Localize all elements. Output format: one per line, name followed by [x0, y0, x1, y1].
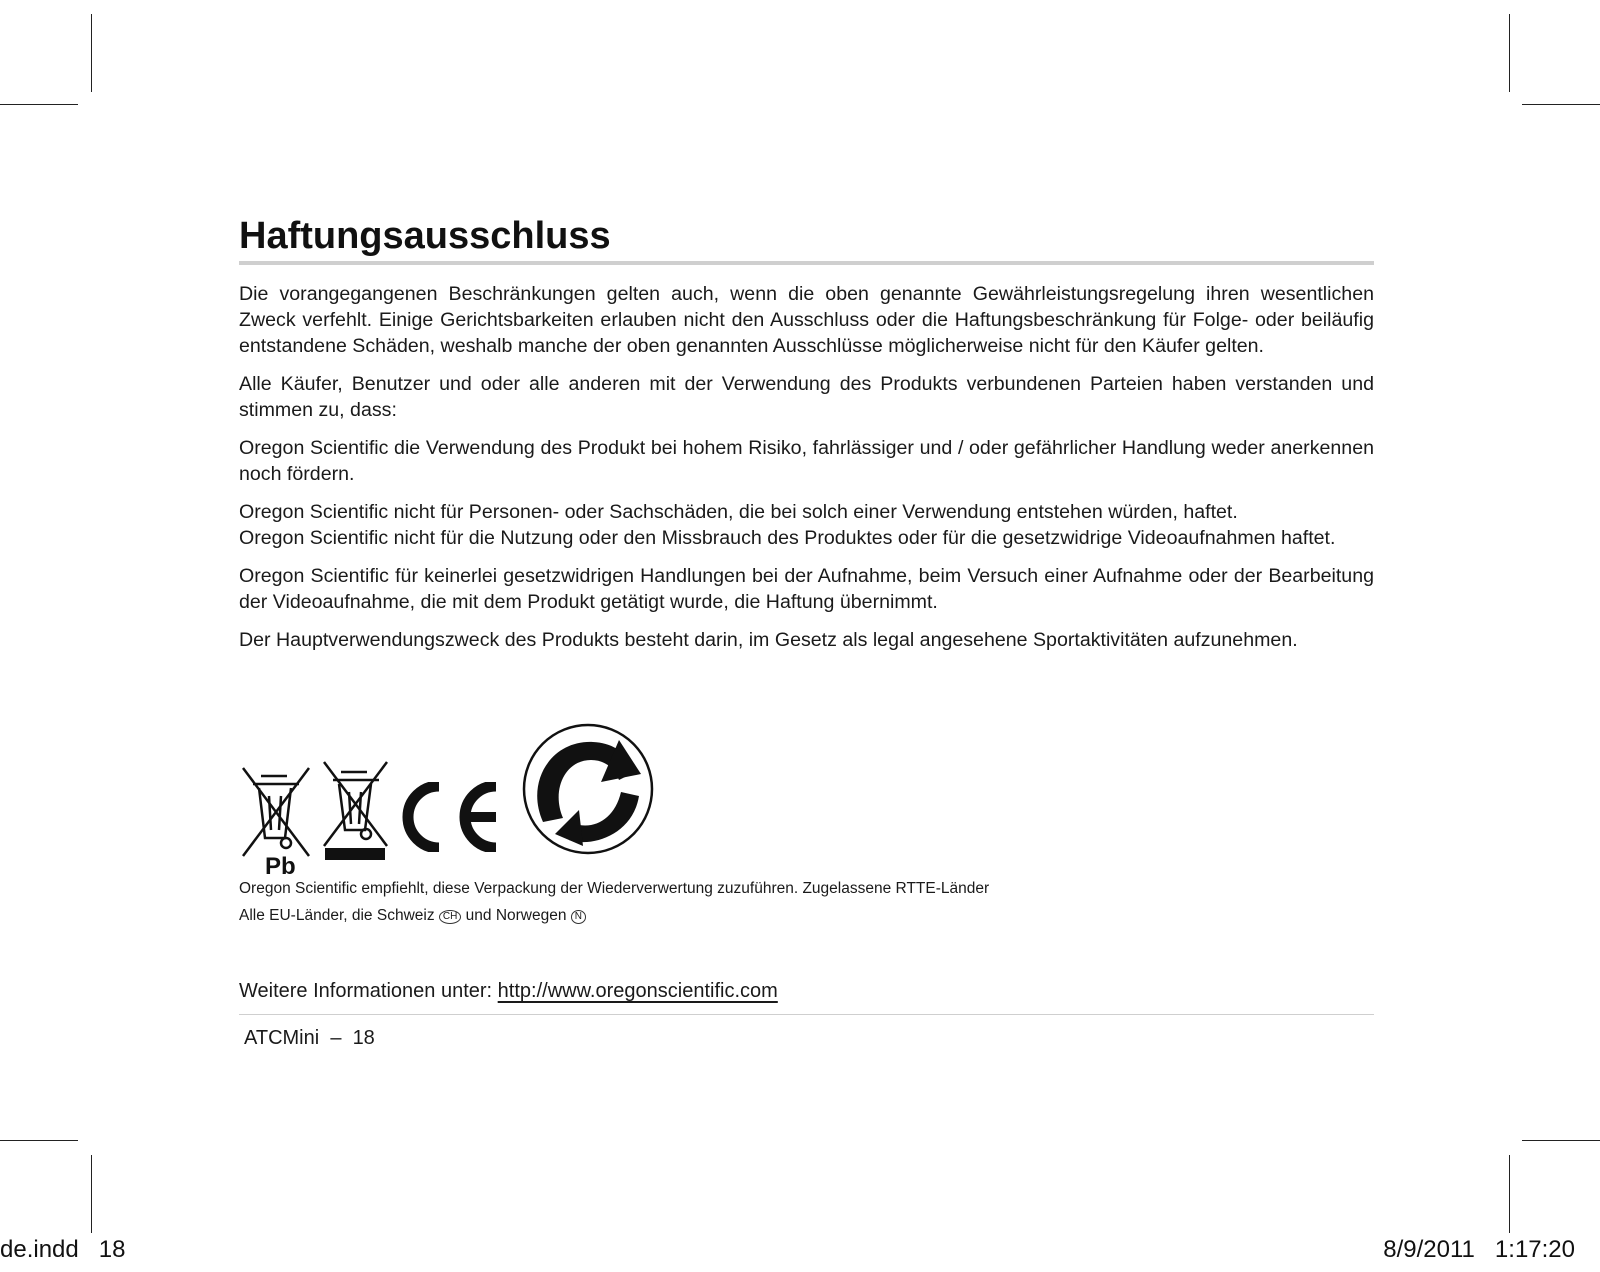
paragraph-no-liability-illegal: Oregon Scientific für keinerlei gesetzwidrigen Handlungen bei der Aufnahme, beim Versuch einer Aufnahme oder der Bearbeitung der Videoaufnahme, die mit dem Produkt getätigt wurde, die Haftung übernimmt.: [239, 564, 1374, 613]
weee-bin-bar-icon: [321, 748, 393, 860]
green-dot-recycling-icon: [521, 722, 655, 856]
page-number: 18: [352, 1027, 375, 1049]
slug-time: 1:17:20: [1494, 1236, 1575, 1263]
print-slug-file: [0, 1236, 125, 1264]
approved-countries: [239, 907, 586, 925]
page-title: Haftungsausschluss: [239, 216, 1374, 265]
more-info-label: Weitere Informationen unter:: [239, 980, 493, 1002]
footer-rule: [239, 1014, 1374, 1015]
disclaimer-section: [239, 216, 1374, 653]
slug-date: 8/9/2011: [1383, 1236, 1475, 1263]
print-slug-timestamp: [1383, 1236, 1575, 1264]
paragraph-limitations: Die vorangegangenen Beschränkungen gelten auch, wenn die oben genannte Gewährleistungsregelung ihren wesentlichen Zweck verfehlt. Einige Gerichtsbarkeiten erlauben nicht den Ausschluss oder die Haftungsbeschränkung für Folge- oder beiläufig entstandene Schäden, weshalb manche der oben genannten Ausschlüsse möglicherweise nicht für den Käufer gelten.: [239, 282, 1374, 357]
ce-mark-icon: [401, 782, 505, 852]
countries-middle: und Norwegen: [465, 907, 567, 924]
pb-label: Pb: [265, 853, 296, 876]
paragraph-agreement: Alle Käufer, Benutzer und oder alle anderen mit der Verwendung des Produkts verbundenen Parteien haben verstanden und stimmen zu, dass:: [239, 372, 1374, 421]
weee-bin-pb-icon: [239, 764, 315, 876]
paragraph-no-liability-misuse: Oregon Scientific nicht für die Nutzung oder den Missbrauch des Produktes oder für die gesetzwidrige Videoaufnahmen haftet.: [239, 526, 1336, 549]
crop-mark-bottom-left-vertical: [91, 1155, 92, 1233]
footer-separator: –: [330, 1027, 342, 1049]
paragraph-intended-use: Der Hauptverwendungszweck des Produkts besteht darin, im Gesetz als legal angesehene Sportaktivitäten aufzunehmen.: [239, 628, 1298, 651]
countries-prefix: Alle EU-Länder, die Schweiz: [239, 907, 435, 924]
crop-mark-top-right-vertical: [1509, 14, 1510, 92]
crop-mark-bottom-right-vertical: [1509, 1155, 1510, 1233]
model-name: ATCMini: [244, 1027, 320, 1049]
switzerland-badge: CH: [439, 910, 461, 924]
paragraph-no-liability-damage: Oregon Scientific nicht für Personen- oder Sachschäden, die bei solch einer Verwendung entstehen würden, haftet.: [239, 500, 1238, 523]
page-footer: [244, 1027, 375, 1050]
crop-mark-top-left-vertical: [91, 14, 92, 92]
crop-mark-bottom-right-horizontal: [1522, 1140, 1600, 1141]
recycling-note: Oregon Scientific empfiehlt, diese Verpackung der Wiederverwertung zuzuführen. Zugelassene RTTE-Länder: [239, 880, 990, 897]
more-info-line: [239, 980, 778, 1003]
slug-filename: de.indd: [0, 1236, 79, 1263]
compliance-symbols: [239, 732, 659, 876]
paragraph-no-endorsement: Oregon Scientific die Verwendung des Produkt bei hohem Risiko, fahrlässiger und / oder gefährlicher Handlung weder anerkennen noch fördern.: [239, 436, 1374, 485]
website-link[interactable]: http://www.oregonscientific.com: [497, 980, 778, 1002]
slug-file-page: 18: [98, 1236, 126, 1263]
crop-mark-top-left-horizontal: [0, 104, 78, 105]
norway-badge: N: [571, 910, 586, 924]
crop-mark-top-right-horizontal: [1522, 104, 1600, 105]
crop-mark-bottom-left-horizontal: [0, 1140, 78, 1141]
